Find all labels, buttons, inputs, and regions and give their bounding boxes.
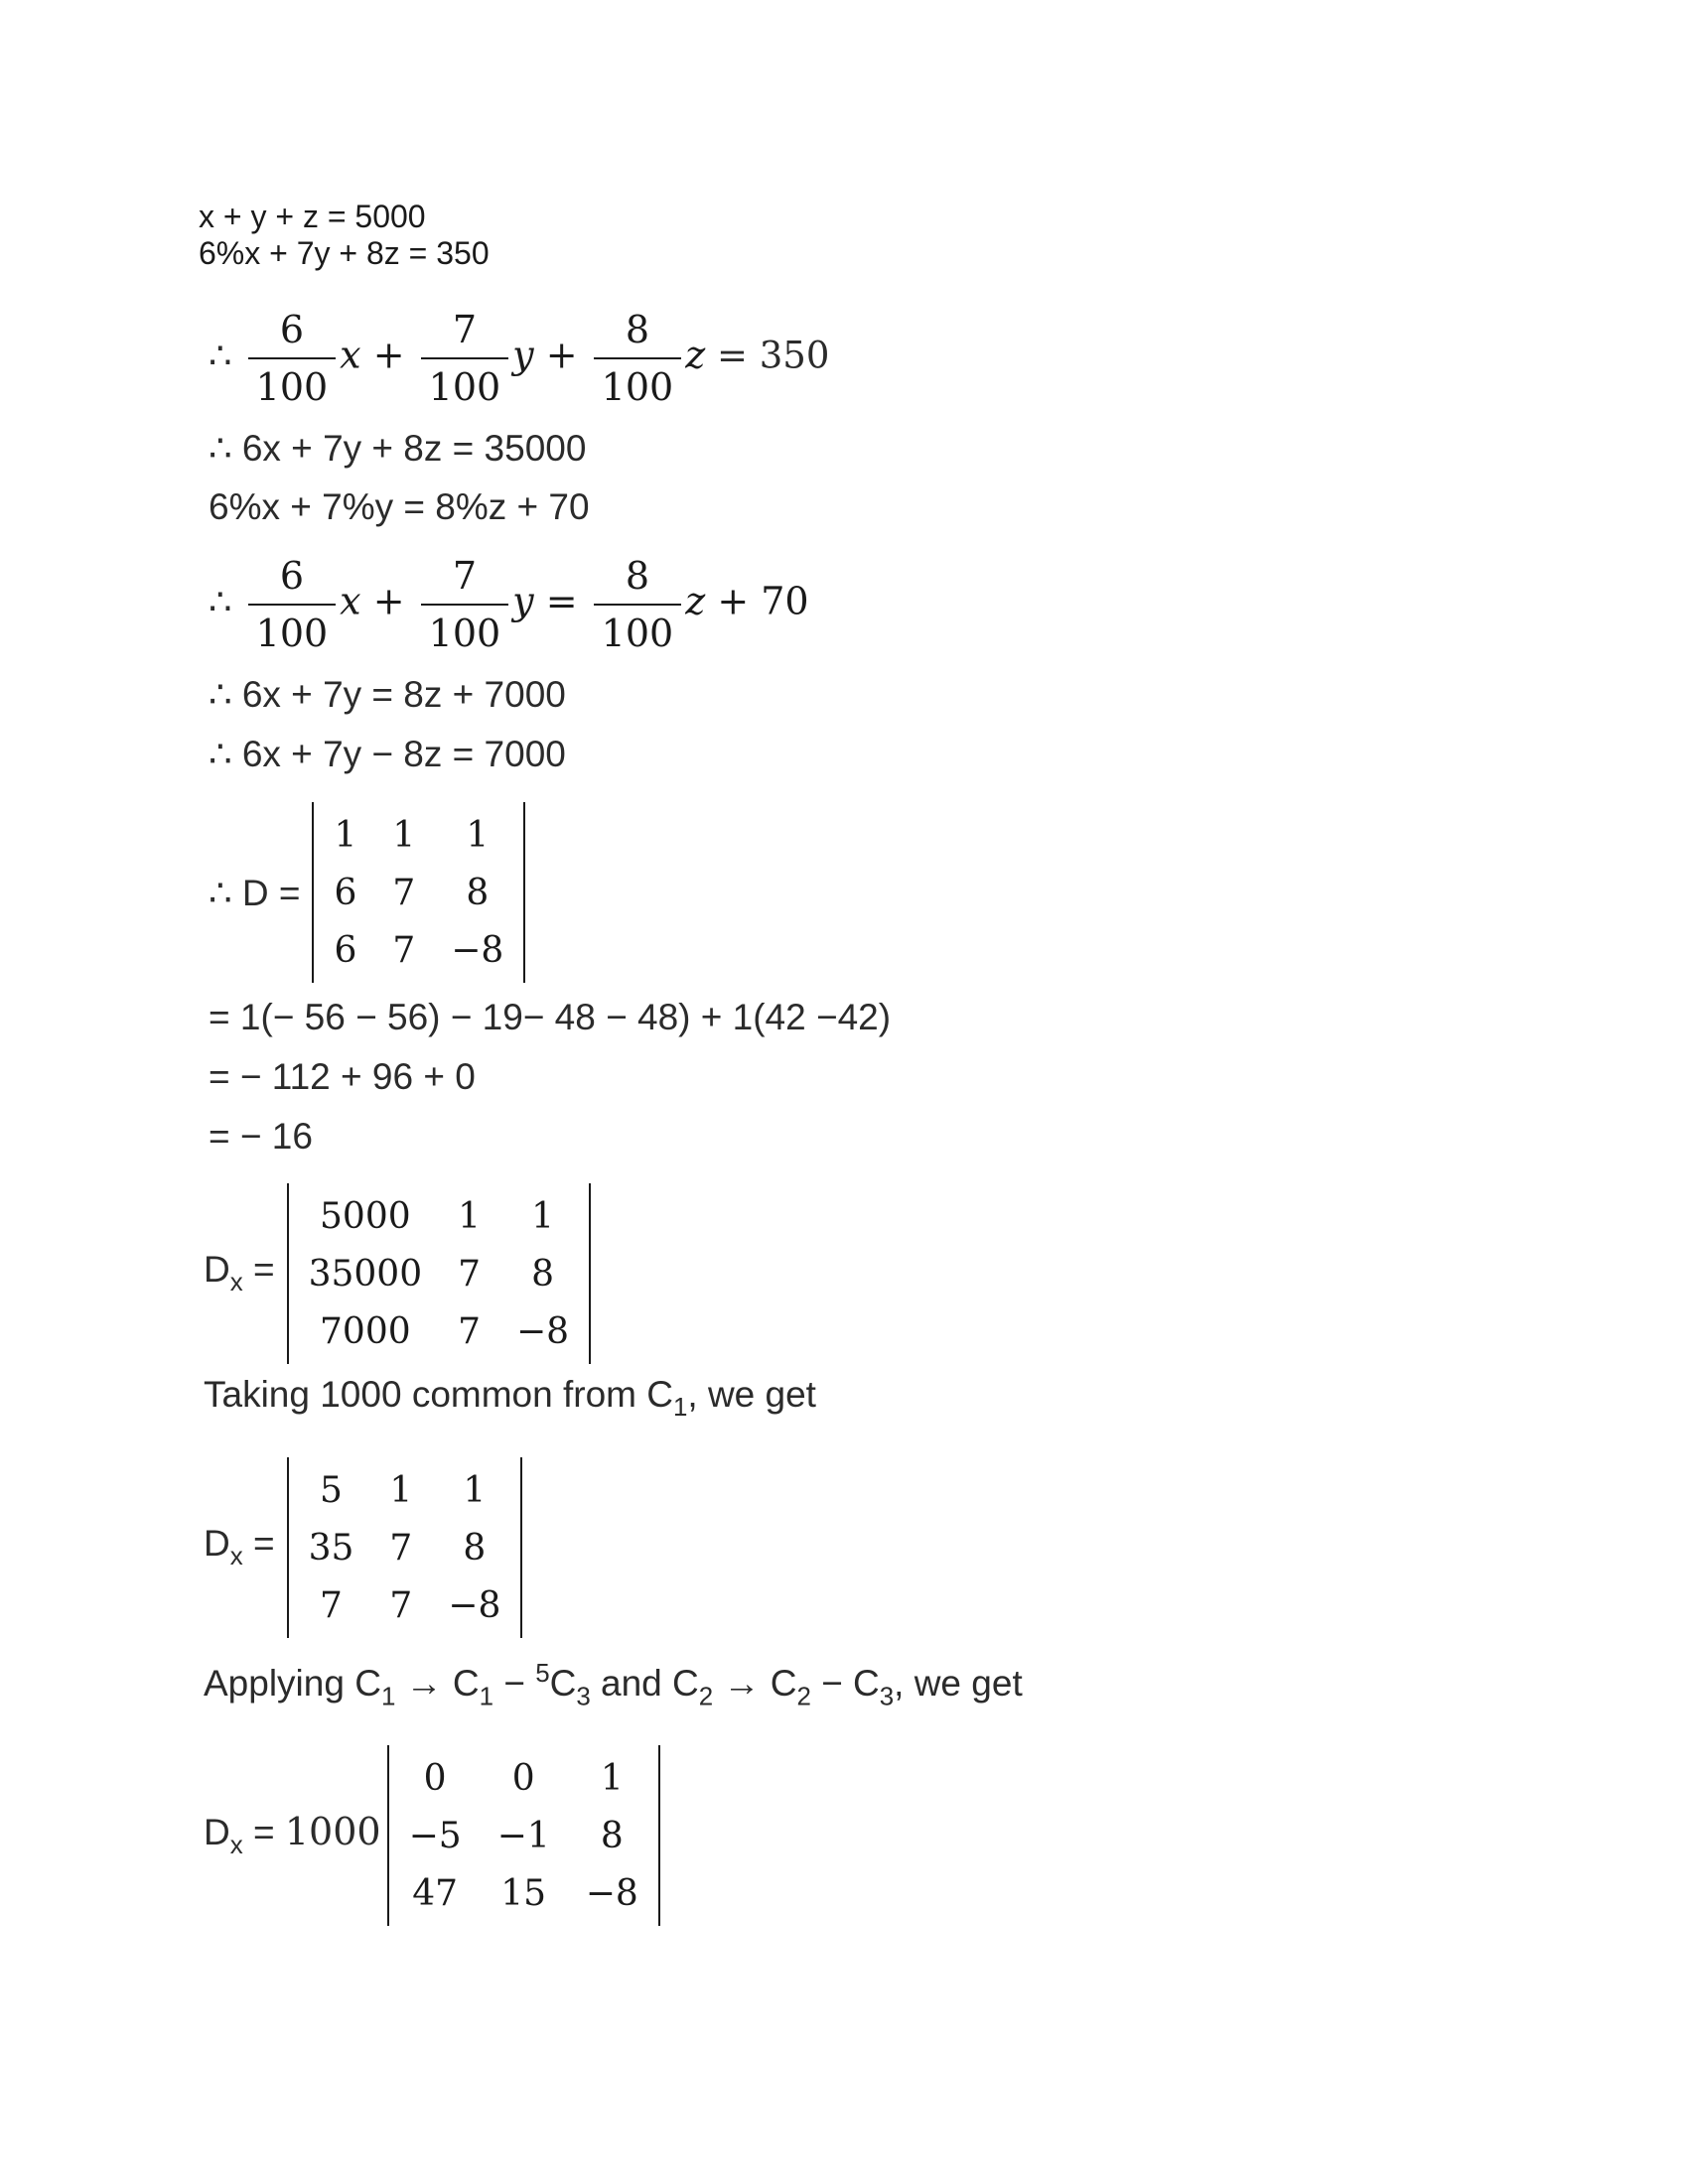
matrix [312,802,525,983]
matrix-row [291,1461,519,1519]
matrix-cell: 8 [466,872,490,913]
matrix-cell: 1 [334,814,357,856]
matrix-cell: 8 [531,1253,554,1295]
expansion-line-1: = 1(− 56 − 56) − 19− 48 − 48) + 1(42 −42) [209,997,892,1037]
determinant-dx-1 [204,1183,591,1364]
matrix-cell: −1 [496,1815,550,1856]
label-sub: x [229,1832,243,1860]
matrix-cell: −5 [408,1815,462,1856]
superscript: 5 [535,1660,550,1688]
operator: + [372,579,405,623]
determinant-label [204,1523,275,1571]
subscript: 1 [479,1683,494,1711]
numerator: 7 [452,554,477,598]
matrix-row [316,921,521,979]
therefore-symbol: ∴ [209,334,232,377]
matrix-cell: 7 [392,929,416,971]
matrix-row [316,806,521,864]
determinant-dx-3 [204,1745,660,1926]
subscript: 3 [879,1683,895,1711]
expansion-line-2: = − 112 + 96 + 0 [209,1056,476,1097]
fraction [248,554,337,655]
variable: z [685,579,706,623]
text: Taking 1000 common from C [204,1374,673,1415]
matrix-cell: 35 [308,1527,354,1569]
numerator: 8 [625,308,650,351]
matrix-table [291,1187,588,1360]
variable: x [340,579,361,623]
matrix [287,1457,523,1638]
matrix [387,1745,660,1926]
matrix-cell: 47 [412,1872,459,1914]
matrix-cell: 1 [463,1469,487,1511]
label-eq: = [242,1812,285,1853]
matrix-cell: 6 [334,929,357,971]
fraction [248,308,337,409]
fraction-equation-1 [209,308,829,409]
matrix-cell: 6 [334,872,357,913]
matrix-row [391,1749,656,1807]
text: Applying C [204,1663,381,1705]
matrix-table [291,1461,519,1634]
matrix-cell: 1 [531,1195,554,1237]
label-main: D [204,1812,230,1853]
equation-line-4: 6%x + 7%y = 8%z + 70 [209,486,590,527]
equation-line-6: ∴ 6x + 7y − 8z = 7000 [209,734,566,774]
determinant-dx-2 [204,1457,522,1638]
matrix-table [316,806,521,979]
fraction [421,308,509,409]
text: → C [395,1663,480,1705]
text: , we get [894,1663,1023,1705]
matrix-row [391,1864,656,1922]
matrix-cell: 7 [392,872,416,913]
label-sub: x [229,1269,243,1297]
subscript: 1 [380,1683,396,1711]
matrix-cell: 1 [389,1469,413,1511]
numerator: 6 [279,308,304,351]
matrix-cell: 5 [320,1469,343,1511]
equation-line-1: x + y + z = 5000 [199,199,426,234]
matrix-cell: 8 [600,1815,624,1856]
text-line-taking-common [204,1374,816,1423]
matrix-row [316,864,521,921]
matrix-cell: 1 [458,1195,482,1237]
label-eq: = [242,1249,275,1291]
matrix-cell: 1 [392,814,416,856]
variable: z [685,333,706,377]
matrix-row [391,1807,656,1864]
operator: + [545,333,578,377]
matrix-cell: −8 [448,1584,501,1626]
fraction [421,554,509,655]
matrix-cell: 7 [458,1310,482,1352]
matrix-cell: 0 [511,1757,535,1799]
determinant-label [204,1249,275,1297]
matrix-cell: 5000 [320,1195,411,1237]
subscript: 2 [698,1683,714,1711]
equation-rhs: = 350 [705,334,830,377]
subscript: 1 [672,1394,688,1423]
fraction [594,554,682,655]
denominator: 100 [248,604,337,655]
matrix-cell: 8 [463,1527,487,1569]
determinant-label: ∴ D = [209,872,301,913]
operator: = [545,579,578,623]
matrix-cell: 15 [500,1872,547,1914]
matrix-row [291,1519,519,1576]
therefore-symbol: ∴ [209,580,232,623]
text: , we get [687,1374,816,1415]
variable: y [512,579,534,623]
denominator: 100 [594,604,682,655]
text: − C [810,1663,880,1705]
variable: y [512,333,534,377]
matrix-row [291,1245,588,1302]
text: → C [713,1663,797,1705]
text-line-applying-ops [204,1660,1023,1711]
fraction-equation-2 [209,554,809,655]
expansion-line-3: = − 16 [209,1116,313,1157]
label-sub: x [229,1543,243,1571]
determinant-factor: 1000 [284,1810,381,1854]
subscript: 3 [576,1683,591,1711]
text: − [493,1663,536,1705]
matrix-row [291,1302,588,1360]
text: C [549,1663,577,1705]
matrix-cell: 7 [320,1584,343,1626]
matrix-cell: 7 [458,1253,482,1295]
equation-line-5: ∴ 6x + 7y = 8z + 7000 [209,674,566,715]
matrix-cell: 7 [389,1584,413,1626]
matrix-cell: −8 [516,1310,570,1352]
subscript: 2 [796,1683,811,1711]
matrix [287,1183,592,1364]
matrix-cell: −8 [585,1872,638,1914]
matrix-cell: 7000 [320,1310,411,1352]
matrix-cell: 1 [600,1757,624,1799]
denominator: 100 [594,357,682,409]
determinant-label [204,1810,381,1860]
variable: x [340,333,361,377]
matrix-row [291,1187,588,1245]
numerator: 8 [625,554,650,598]
equation-rhs: + 70 [717,579,809,623]
operator: + [372,333,405,377]
matrix-cell: 1 [466,814,490,856]
numerator: 6 [279,554,304,598]
text: and C [590,1663,699,1705]
denominator: 100 [421,604,509,655]
equation-line-3: ∴ 6x + 7y + 8z = 35000 [209,428,587,469]
label-eq: = [242,1523,275,1565]
fraction [594,308,682,409]
matrix-cell: 7 [389,1527,413,1569]
matrix-cell: 35000 [308,1253,423,1295]
denominator: 100 [248,357,337,409]
matrix-table [391,1749,656,1922]
matrix-cell: 0 [423,1757,447,1799]
label-main: D [204,1523,230,1565]
matrix-row [291,1576,519,1634]
equation-line-2: 6%x + 7y + 8z = 350 [199,235,490,271]
denominator: 100 [421,357,509,409]
determinant-d [209,802,525,983]
label-main: D [204,1249,230,1291]
matrix-cell: −8 [451,929,504,971]
numerator: 7 [452,308,477,351]
